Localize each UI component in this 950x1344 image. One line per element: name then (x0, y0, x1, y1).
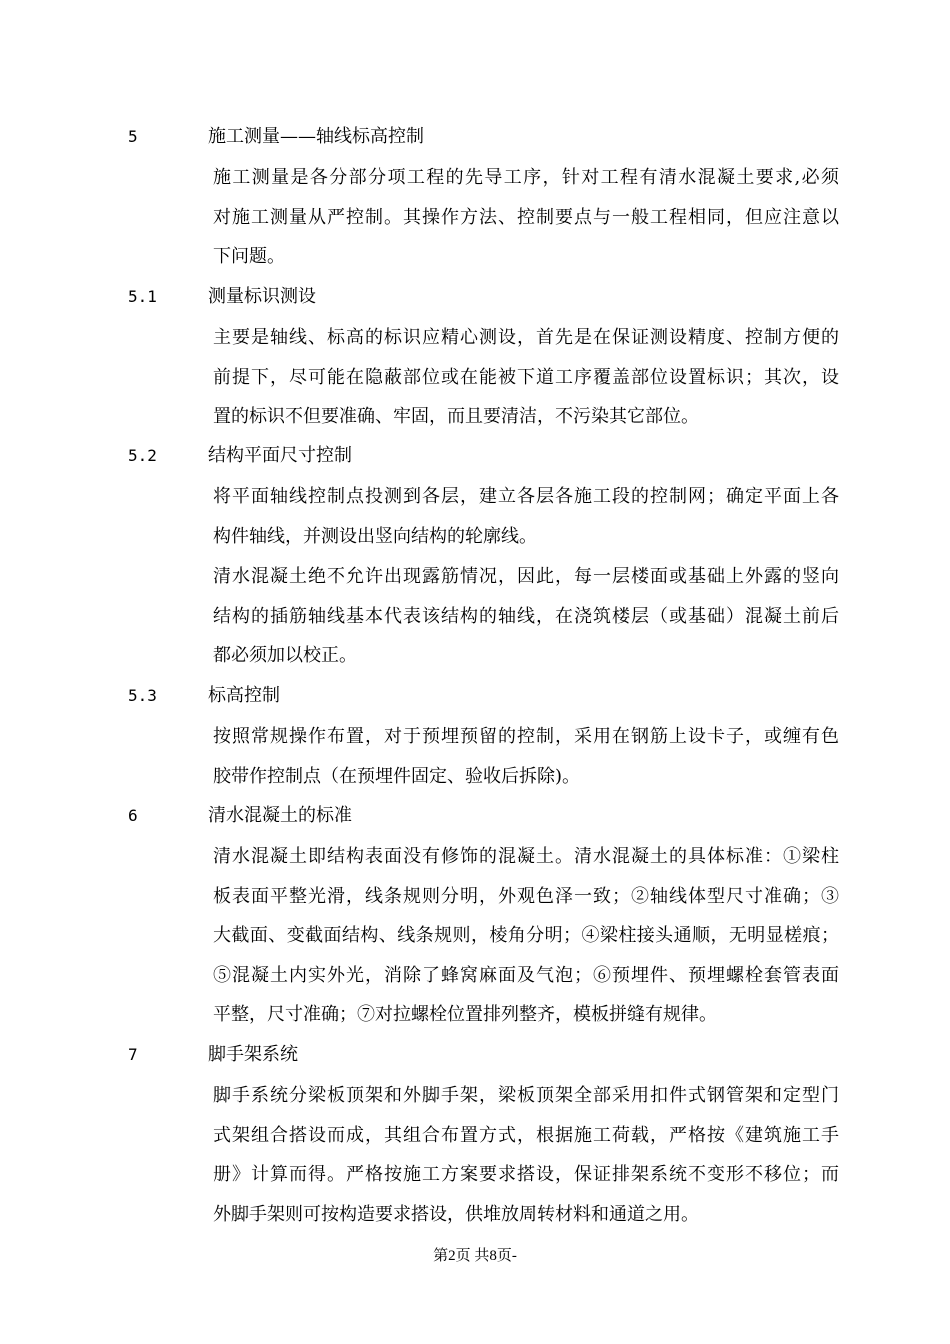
paragraph (213, 837, 839, 1035)
paragraph-line: 外脚手架则可按构造要求搭设，供堆放周转材料和通道之用。 (213, 1203, 699, 1225)
paragraph-line: 按照常规操作布置，对于预埋预留的控制，采用在钢筋上设卡子，或缠有色 (213, 726, 839, 747)
paragraph (213, 717, 839, 796)
paragraph-line: 下问题。 (213, 246, 285, 268)
section-title: 清水混凝土的标准 (208, 805, 352, 826)
paragraph-line: 胶带作控制点（在预埋件固定、验收后拆除)。 (213, 765, 581, 787)
section-title: 结构平面尺寸控制 (208, 445, 352, 466)
section-heading (128, 284, 316, 310)
section-number: 7 (128, 1045, 138, 1064)
paragraph-line: 对施工测量从严控制。其操作方法、控制要点与一般工程相同，但应注意以 (213, 206, 839, 228)
page-footer: 第2页 共8页- (433, 1248, 517, 1264)
section-heading (128, 1042, 298, 1068)
paragraph (213, 557, 839, 676)
paragraph-line: 将平面轴线控制点投测到各层，建立各层各施工段的控制网；确定平面上各 (213, 486, 839, 507)
paragraph-line: 清水混凝土即结构表面没有修饰的混凝土。清水混凝土的具体标准：①梁柱 (213, 846, 839, 867)
paragraph-line: 大截面、变截面结构、线条规则，棱角分明；④梁柱接头通顺，无明显槎痕； (213, 925, 839, 947)
section-heading (128, 443, 352, 469)
paragraph-line: 板表面平整光滑，线条规则分明，外观色泽一致；②轴线体型尺寸准确；③ (213, 885, 839, 907)
paragraph-line: 清水混凝土绝不允许出现露筋情况，因此，每一层楼面或基础上外露的竖向 (213, 566, 839, 587)
paragraph-line: 册》计算而得。严格按施工方案要求搭设，保证排架系统不变形不移位；而 (213, 1164, 839, 1186)
section-number: 5.3 (128, 686, 157, 705)
paragraph-line: ⑤混凝土内实外光，消除了蜂窝麻面及气泡；⑥预埋件、预埋螺栓套管表面 (213, 964, 839, 986)
paragraph-line: 前提下，尽可能在隐蔽部位或在能被下道工序覆盖部位设置标识；其次，设 (213, 366, 839, 388)
paragraph-line: 结构的插筋轴线基本代表该结构的轴线，在浇筑楼层（或基础）混凝土前后 (213, 605, 839, 627)
section-title: 标高控制 (208, 685, 280, 706)
paragraph-line: 施工测量是各分部分项工程的先导工序，针对工程有清水混凝土要求,必须 (213, 167, 839, 188)
paragraph-line: 主要是轴线、标高的标识应精心测设，首先是在保证测设精度、控制方便的 (213, 327, 839, 348)
section-heading (128, 803, 352, 829)
paragraph-line: 置的标识不但要准确、牢固，而且要清洁，不污染其它部位。 (213, 406, 699, 428)
section-title: 脚手架系统 (208, 1044, 298, 1065)
paragraph-line: 式架组合搭设而成，其组合布置方式，根据施工荷载，严格按《建筑施工手 (213, 1124, 839, 1146)
paragraph (213, 1076, 839, 1234)
section-title: 测量标识测设 (208, 286, 316, 307)
paragraph-line: 脚手系统分梁板顶架和外脚手架，梁板顶架全部采用扣件式钢管架和定型门 (213, 1085, 839, 1106)
paragraph (213, 158, 839, 277)
section-title: 施工测量——轴线标高控制 (208, 126, 424, 147)
section-heading (128, 683, 280, 709)
section-heading (128, 124, 424, 150)
section-number: 5.1 (128, 287, 157, 306)
paragraph-line: 平整，尺寸准确；⑦对拉螺栓位置排列整齐，模板拼缝有规律。 (213, 1004, 717, 1026)
section-number: 5.2 (128, 446, 157, 465)
section-number: 5 (128, 127, 138, 146)
paragraph-line: 构件轴线，并测设出竖向结构的轮廓线。 (213, 525, 537, 547)
paragraph (213, 318, 839, 437)
paragraph-line: 都必须加以校正。 (213, 645, 357, 667)
section-number: 6 (128, 806, 138, 825)
paragraph (213, 477, 839, 556)
